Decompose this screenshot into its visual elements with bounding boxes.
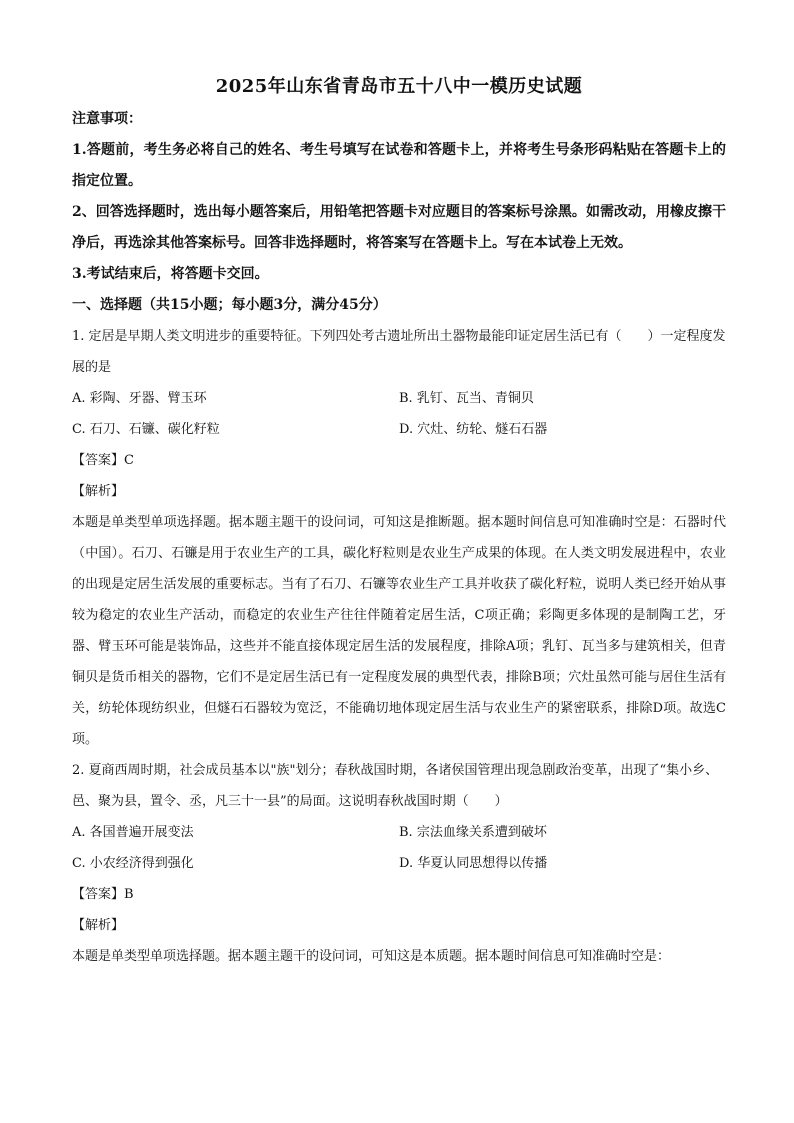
option-c: C. 小农经济得到强化 <box>72 856 194 871</box>
option-b: B. 宗法血缘关系遭到破坏 <box>399 825 547 840</box>
option-b: B. 乳钉、瓦当、青铜贝 <box>399 391 534 406</box>
analysis-text: 本题是单类型单项选择题。据本题主题干的设问词，可知这是推断题。据本题时间信息可知准确时空是：石器时代（中国）。石刀、石镰是用于农业生产的工具，碳化籽粒则是农业生产成果的体现。在人类文明发展进程中，农业的出现是定居生活发展的重要标志。当有了石刀、石镰等农业生产工具并收获了碳化籽粒，说明人类已经开始从事较为稳定的农业生产活动，而稳定的农业生产往往伴随着定居生活，C项正确；彩陶更多体现的是制陶工艺，牙器、臂玉环可能是装饰品，这些并不能直接体现定居生活的发展程度，排除A项；乳钉、瓦当多与建筑相关，但青铜贝是货币相关的器物，它们不是定居生活已有一定程度发展的典型代表，排除B项；穴灶虽然可能与居住生活有关，纺轮体现纺织业，但燧石石器较为宽泛，不能确切地体现定居生活与农业生产的紧密联系，排除D项。故选C项。 <box>72 515 726 747</box>
document-page <box>72 62 726 972</box>
section-heading: 一、选择题（共15小题；每小题3分，满分45分） <box>72 297 387 313</box>
option-d: D. 华夏认同思想得以传播 <box>399 856 548 871</box>
question-1 <box>72 321 726 755</box>
option-d: D. 穴灶、纺轮、燧石石器 <box>399 422 548 437</box>
options-list <box>72 817 726 879</box>
answer-label: 【答案】C <box>72 453 134 468</box>
question-stem: 2. 夏商西周时期，社会成员基本以"族"划分；春秋战国时期，各诸侯国管理出现急剧政治变革，出现了“集小乡、邑、聚为县，置令、丞，凡三十一县”的局面。这说明春秋战国时期（ ） <box>72 763 719 809</box>
notice-item-3: 3.考试结束后，将答题卡交回。 <box>72 266 269 282</box>
notice-item-2: 2、回答选择题时，选出每小题答案后，用铅笔把答题卡对应题目的答案标号涂黑。如需改动，用橡皮擦干净后，再选涂其他答案标号。回答非选择题时，将答案写在答题卡上。写在本试卷上无效。 <box>72 204 726 251</box>
analysis-label: 【解析】 <box>72 484 125 499</box>
notice-heading: 注意事项： <box>72 111 142 127</box>
option-c: C. 石刀、石镰、碳化籽粒 <box>72 422 220 437</box>
option-a: A. 各国普遍开展变法 <box>72 825 194 840</box>
answer-label: 【答案】B <box>72 887 134 902</box>
analysis-text: 本题是单类型单项选择题。据本题主题干的设问词，可知这是本质题。据本题时间信息可知准确时空是： <box>72 949 671 964</box>
question-stem: 1. 定居是早期人类文明进步的重要特征。下列四处考古遗址所出土器物最能印证定居生活已有（ ）一定程度发展的是 <box>72 329 726 375</box>
question-2 <box>72 755 726 972</box>
notice-item-1: 1.答题前，考生务必将自己的姓名、考生号填写在试卷和答题卡上，并将考生号条形码粘贴在答题卡上的指定位置。 <box>72 142 726 189</box>
analysis-label: 【解析】 <box>72 918 125 933</box>
options-list <box>72 383 726 445</box>
page-title: 2025年山东省青岛市五十八中一模历史试题 <box>215 76 583 97</box>
option-a: A. 彩陶、牙器、臂玉环 <box>72 391 207 406</box>
